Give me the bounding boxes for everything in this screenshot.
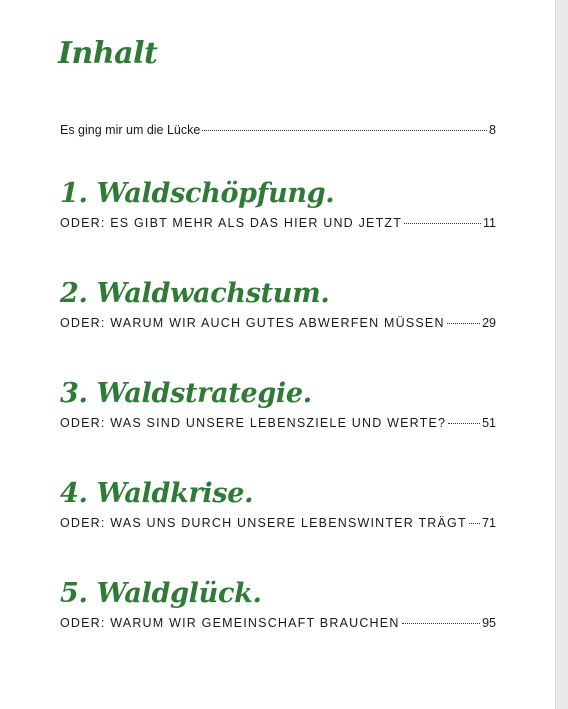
toc-chapter-2[interactable] <box>60 276 496 330</box>
chapter-title: 3. Waldstrategie. <box>60 378 312 409</box>
chapter-subtitle-line <box>60 516 496 530</box>
chapter-title: 4. Waldkrise. <box>60 478 254 509</box>
dot-leader <box>402 623 481 624</box>
toc-entry-label: Es ging mir um die Lücke <box>60 123 201 137</box>
chapter-title: 1. Waldschöpfung. <box>60 178 335 209</box>
toc-chapter-5[interactable] <box>60 576 496 630</box>
dot-leader <box>447 323 480 324</box>
dot-leader <box>469 523 480 524</box>
dot-leader <box>404 223 481 224</box>
dot-leader <box>202 130 487 131</box>
toc-page-number: 11 <box>483 216 496 230</box>
toc-chapter-1[interactable] <box>60 176 496 230</box>
toc-page-number: 51 <box>482 416 496 430</box>
chapter-subtitle-line <box>60 316 496 330</box>
toc-page-number: 95 <box>482 616 496 630</box>
chapter-title: 2. Waldwachstum. <box>60 278 330 309</box>
toc-chapter-4[interactable] <box>60 476 496 530</box>
chapter-title: 5. Waldglück. <box>60 578 262 609</box>
toc-chapter-3[interactable] <box>60 376 496 430</box>
chapter-subtitle: ODER: ES GIBT MEHR ALS DAS HIER UND JETZT <box>60 216 403 230</box>
toc-page-number: 71 <box>482 516 496 530</box>
chapter-subtitle: ODER: WARUM WIR GEMEINSCHAFT BRAUCHEN <box>60 616 400 630</box>
chapter-subtitle-line <box>60 416 496 430</box>
toc-page-number: 29 <box>482 316 496 330</box>
chapter-subtitle: ODER: WAS UNS DURCH UNSERE LEBENSWINTER TRÄGT <box>60 516 467 530</box>
chapter-subtitle-line <box>60 216 496 230</box>
dot-leader <box>448 423 480 424</box>
chapter-subtitle: ODER: WAS SIND UNSERE LEBENSZIELE UND WERTE? <box>60 416 447 430</box>
toc-page-number: 8 <box>489 123 496 137</box>
chapter-subtitle: ODER: WARUM WIR AUCH GUTES ABWERFEN MÜSSEN <box>60 316 445 330</box>
toc-heading: Inhalt <box>58 36 158 71</box>
toc-entry-intro[interactable] <box>60 123 496 137</box>
chapter-subtitle-line <box>60 616 496 630</box>
